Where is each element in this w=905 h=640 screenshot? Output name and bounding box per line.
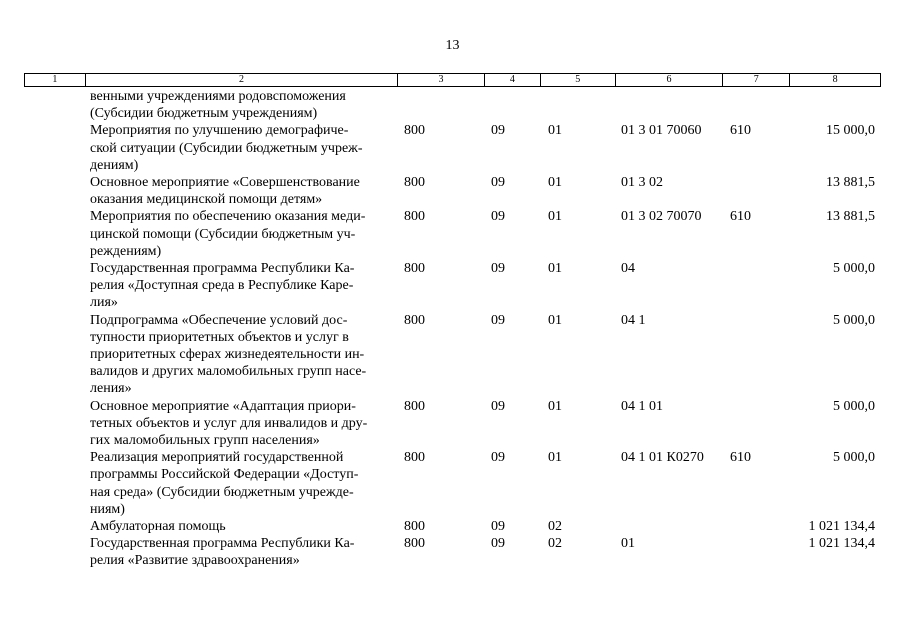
- row-c6-cell: 04 1: [621, 312, 646, 328]
- row-c6-cell: 04 1 01 К0270: [621, 450, 704, 466]
- row-name-line: Основное мероприятие «Адаптация приори-: [90, 398, 356, 414]
- row-name-line: ления»: [90, 381, 132, 397]
- row-c8-cell: 15 000,0: [826, 123, 875, 139]
- table-row: [0, 535, 905, 569]
- row-c8-cell: 13 881,5: [826, 209, 875, 225]
- row-name-line: Государственная программа Республики Ка-: [90, 536, 355, 552]
- row-c8-cell: 5 000,0: [833, 312, 875, 328]
- row-c4-cell: 09: [491, 261, 505, 277]
- header-col-4: 4: [485, 74, 541, 86]
- row-name: [90, 88, 390, 122]
- row-name: [90, 449, 390, 518]
- row-c5-cell: 01: [548, 450, 562, 466]
- row-name-line: ная среда» (Субсидии бюджетным учрежде-: [90, 484, 354, 500]
- row-c8-cell: 5 000,0: [833, 261, 875, 277]
- row-c5-cell: 01: [548, 175, 562, 191]
- row-name-line: релия «Доступная среда в Республике Каре-: [90, 278, 354, 294]
- row-name-line: дениям): [90, 157, 139, 173]
- row-c5-cell: 01: [548, 261, 562, 277]
- row-name-line: гих маломобильных групп населения»: [90, 433, 320, 449]
- row-c3-cell: 800: [404, 519, 425, 535]
- header-col-1: 1: [25, 74, 86, 86]
- row-name-line: (Субсидии бюджетным учреждениям): [90, 106, 318, 122]
- header-col-2: 2: [86, 74, 398, 86]
- row-c4-cell: 09: [491, 519, 505, 535]
- row-name-line: цинской помощи (Субсидии бюджетным уч-: [90, 226, 356, 242]
- row-name-line: Государственная программа Республики Ка-: [90, 261, 355, 277]
- table-row: [0, 88, 905, 122]
- row-c5-cell: 02: [548, 536, 562, 552]
- row-c6-cell: 01: [621, 536, 635, 552]
- row-c4-cell: 09: [491, 450, 505, 466]
- table-header-row: [24, 73, 881, 87]
- row-c5-cell: 01: [548, 123, 562, 139]
- header-col-7: 7: [723, 74, 790, 86]
- row-name-line: оказания медицинской помощи детям»: [90, 192, 323, 208]
- table-row: [0, 449, 905, 518]
- row-c7-cell: 610: [730, 450, 751, 466]
- row-c4-cell: 09: [491, 175, 505, 191]
- row-c4-cell: 09: [491, 209, 505, 225]
- row-c6-cell: 04: [621, 261, 635, 277]
- row-c3-cell: 800: [404, 261, 425, 277]
- row-c8-cell: 1 021 134,4: [808, 536, 875, 552]
- row-c3-cell: 800: [404, 209, 425, 225]
- header-col-6: 6: [616, 74, 724, 86]
- row-name-line: ской ситуации (Субсидии бюджетным учреж-: [90, 140, 363, 156]
- row-c7-cell: 610: [730, 209, 751, 225]
- table-row: [0, 398, 905, 450]
- row-c5-cell: 01: [548, 398, 562, 414]
- row-name: [90, 312, 390, 398]
- row-name-line: венными учреждениями родовспоможения: [90, 89, 346, 104]
- table-body: [0, 88, 905, 570]
- row-c7-cell: 610: [730, 123, 751, 139]
- table-row: [0, 312, 905, 398]
- row-c3-cell: 800: [404, 175, 425, 191]
- row-c6-cell: 01 3 01 70060: [621, 123, 702, 139]
- header-col-8: 8: [832, 74, 838, 85]
- row-c6-cell: 01 3 02 70070: [621, 209, 702, 225]
- row-c5-cell: 02: [548, 519, 562, 535]
- row-c4-cell: 09: [491, 536, 505, 552]
- row-c4-cell: 09: [491, 312, 505, 328]
- row-c3-cell: 800: [404, 123, 425, 139]
- row-c8-cell: 5 000,0: [833, 450, 875, 466]
- row-c3-cell: 800: [404, 398, 425, 414]
- row-name: [90, 260, 390, 312]
- row-c5-cell: 01: [548, 312, 562, 328]
- row-name-line: лия»: [90, 295, 118, 311]
- row-c4-cell: 09: [491, 398, 505, 414]
- row-c4-cell: 09: [491, 123, 505, 139]
- row-name-line: Подпрограмма «Обеспечение условий дос-: [90, 312, 348, 328]
- row-c8-cell: 5 000,0: [833, 398, 875, 414]
- row-name-line: Мероприятия по обеспечению оказания меди-: [90, 209, 366, 225]
- table-row: [0, 260, 905, 312]
- header-col-5: 5: [541, 74, 616, 86]
- row-name-line: Мероприятия по улучшению демографиче-: [90, 123, 349, 139]
- row-name-line: Реализация мероприятий государственной: [90, 450, 344, 466]
- row-name-line: приоритетных сферах жизнедеятельности ин-: [90, 347, 365, 363]
- row-name-line: тупности приоритетных объектов и услуг в: [90, 329, 349, 345]
- row-name: [90, 535, 390, 569]
- row-name-line: валидов и других маломобильных групп насе-: [90, 364, 367, 380]
- row-c8-cell: 1 021 134,4: [808, 519, 875, 535]
- row-name-line: Амбулаторная помощь: [90, 519, 226, 535]
- row-c3-cell: 800: [404, 450, 425, 466]
- table-row: [0, 208, 905, 260]
- table-row: [0, 174, 905, 208]
- row-c5-cell: 01: [548, 209, 562, 225]
- row-name-line: тетных объектов и услуг для инвалидов и дру-: [90, 415, 368, 431]
- row-name-line: реждениям): [90, 243, 162, 259]
- row-c6-cell: 04 1 01: [621, 398, 663, 414]
- table-row: [0, 122, 905, 174]
- row-c3-cell: 800: [404, 312, 425, 328]
- page-number: 13: [445, 38, 460, 53]
- row-name-line: программы Российской Федерации «Доступ-: [90, 467, 359, 483]
- row-name: [90, 398, 390, 450]
- row-c6-cell: 01 3 02: [621, 175, 663, 191]
- row-c3-cell: 800: [404, 536, 425, 552]
- row-name-line: релия «Развитие здравоохранения»: [90, 553, 300, 569]
- row-name: [90, 122, 390, 174]
- row-name-line: Основное мероприятие «Совершенствование: [90, 175, 360, 191]
- row-c8-cell: 13 881,5: [826, 175, 875, 191]
- table-row: [0, 518, 905, 535]
- row-name: [90, 208, 390, 260]
- header-col-3: 3: [398, 74, 485, 86]
- row-name: [90, 518, 390, 535]
- row-name: [90, 174, 390, 208]
- row-name-line: ниям): [90, 501, 125, 517]
